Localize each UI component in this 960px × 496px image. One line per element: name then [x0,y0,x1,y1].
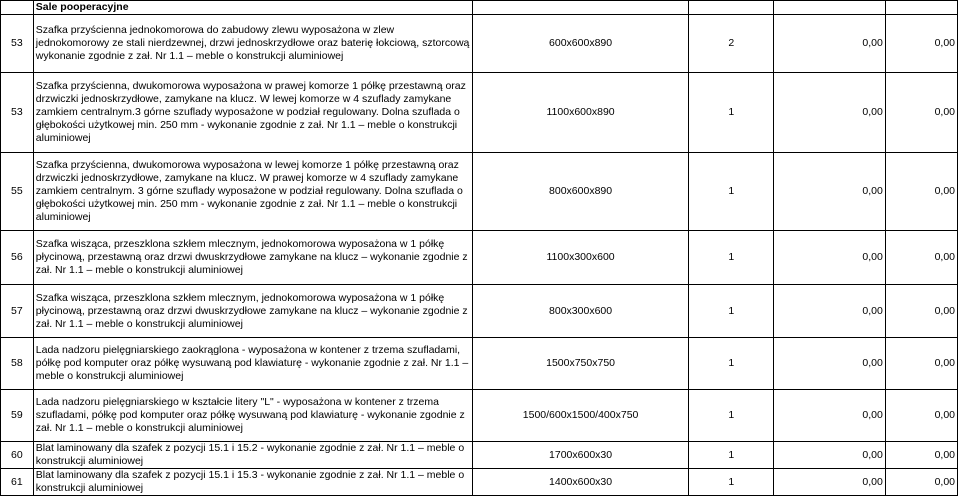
quantity-cell: 1 [689,338,774,390]
lp-cell: 55 [1,153,34,231]
lp-cell: 60 [1,442,34,469]
dimensions-cell: 1700x600x30 [472,442,688,469]
dimensions-cell: 600x600x890 [472,15,688,73]
price-cell: 0,00 [774,15,885,73]
table-row [1,442,958,469]
quantity-cell: 1 [689,442,774,469]
price-cell: 0,00 [774,442,885,469]
section-row [1,1,958,15]
total-cell: 0,00 [885,390,957,442]
table-row [1,390,958,442]
quantity-cell: 1 [689,285,774,338]
price-cell: 0,00 [774,73,885,153]
quantity-cell: 1 [689,73,774,153]
lp-cell: 56 [1,231,34,285]
dimensions-cell: 800x600x890 [472,153,688,231]
table-row [1,285,958,338]
description-cell: Lada nadzoru pielęgniarskiego zaokrąglona - wyposażona w kontener z trzema szufladami, półkę pod komputer oraz półkę wysuwaną pod klawiaturę - wykonanie zgodnie z zał. Nr 1.1 – meble o konstrukcji aluminiowej [33,338,472,390]
lp-cell: 53 [1,15,34,73]
total-cell: 0,00 [885,338,957,390]
total-cell: 0,00 [885,153,957,231]
price-cell: 0,00 [774,231,885,285]
dimensions-cell: 1400x600x30 [472,469,688,496]
price-cell: 0,00 [774,390,885,442]
lp-cell [1,1,34,15]
quantity-cell: 1 [689,153,774,231]
description-cell: Szafka wisząca, przeszklona szkłem mlecznym, jednokomorowa wyposażona w 1 półkę płycinową, przestawną oraz drzwi dwuskrzydłowe zamykane na klucz – wykonanie zgodnie z zał. Nr 1.1 – meble o konstrukcji aluminiowej [33,285,472,338]
table-row [1,231,958,285]
lp-cell: 57 [1,285,34,338]
description-cell: Lada nadzoru pielęgniarskiego w kształcie litery "L" - wyposażona w kontener z trzema szufladami, półkę pod komputer oraz półkę wysuwaną pod klawiaturę - wykonanie zgodnie z zał. Nr 1.1 – meble o konstrukcji aluminiowej [33,390,472,442]
table-row [1,153,958,231]
table-row [1,338,958,390]
dimensions-cell: 1500/600x1500/400x750 [472,390,688,442]
dimensions-cell: 800x300x600 [472,285,688,338]
description-cell: Szafka przyścienna, dwukomorowa wyposażona w lewej komorze 1 półkę przestawną oraz drzwiczki jednoskrzydłowe, zamykane na klucz. W prawej komorze w 4 szuflady zamykane zamkiem centralnym. 3 górne szuflady wyposażone w podział regulowany. Dolna szuflada o głębokości użytkowej min. 250 mm - wykonanie zgodnie z zał. Nr 1.1 – meble o konstrukcji aluminiowej [33,153,472,231]
dimensions-cell: 1100x300x600 [472,231,688,285]
lp-cell: 58 [1,338,34,390]
quantity-cell: 2 [689,15,774,73]
total-cell: 0,00 [885,469,957,496]
table-row [1,73,958,153]
dimensions-cell: 1500x750x750 [472,338,688,390]
table-row [1,469,958,496]
section-title: Sale pooperacyjne [33,1,472,15]
price-cell: 0,00 [774,153,885,231]
quantity-cell: 1 [689,231,774,285]
total-cell: 0,00 [885,15,957,73]
total-cell: 0,00 [885,442,957,469]
description-cell: Szafka przyścienna jednokomorowa do zabudowy zlewu wyposażona w zlew jednokomorowy ze stali nierdzewnej, drzwi jednoskrzydłowe oraz baterię łokciową, sztorcową wykonanie zgodnie z zał. Nr 1.1 – meble o konstrukcji aluminiowej [33,15,472,73]
price-cell: 0,00 [774,285,885,338]
description-cell: Szafka wisząca, przeszklona szkłem mlecznym, jednokomorowa wyposażona w 1 półkę płycinową, przestawną oraz drzwi dwuskrzydłowe zamykane na klucz – wykonanie zgodnie z zał. Nr 1.1 – meble o konstrukcji aluminiowej [33,231,472,285]
total-cell: 0,00 [885,73,957,153]
price-cell: 0,00 [774,338,885,390]
table-row [1,15,958,73]
description-cell: Blat laminowany dla szafek z pozycji 15.1 i 15.3 - wykonanie zgodnie z zał. Nr 1.1 – meble o konstrukcji aluminiowej [33,469,472,496]
lp-cell: 53 [1,73,34,153]
description-cell: Szafka przyścienna, dwukomorowa wyposażona w prawej komorze 1 półkę przestawną oraz drzwiczki jednoskrzydłowe, zamykane na klucz. W lewej komorze w 4 szuflady zamykane zamkiem centralnym.3 górne szuflady wyposażone w podział regulowany. Dolna szuflada o głębokości użytkowej min. 250 mm - wykonanie zgodnie z zał. Nr 1.1 – meble o konstrukcji aluminiowej [33,73,472,153]
description-cell: Blat laminowany dla szafek z pozycji 15.1 i 15.2 - wykonanie zgodnie z zał. Nr 1.1 – meble o konstrukcji aluminiowej [33,442,472,469]
price-cell: 0,00 [774,469,885,496]
quantity-cell: 1 [689,469,774,496]
lp-cell: 61 [1,469,34,496]
dimensions-cell: 1100x600x890 [472,73,688,153]
total-cell: 0,00 [885,231,957,285]
lp-cell: 59 [1,390,34,442]
quantity-cell: 1 [689,390,774,442]
total-cell: 0,00 [885,285,957,338]
